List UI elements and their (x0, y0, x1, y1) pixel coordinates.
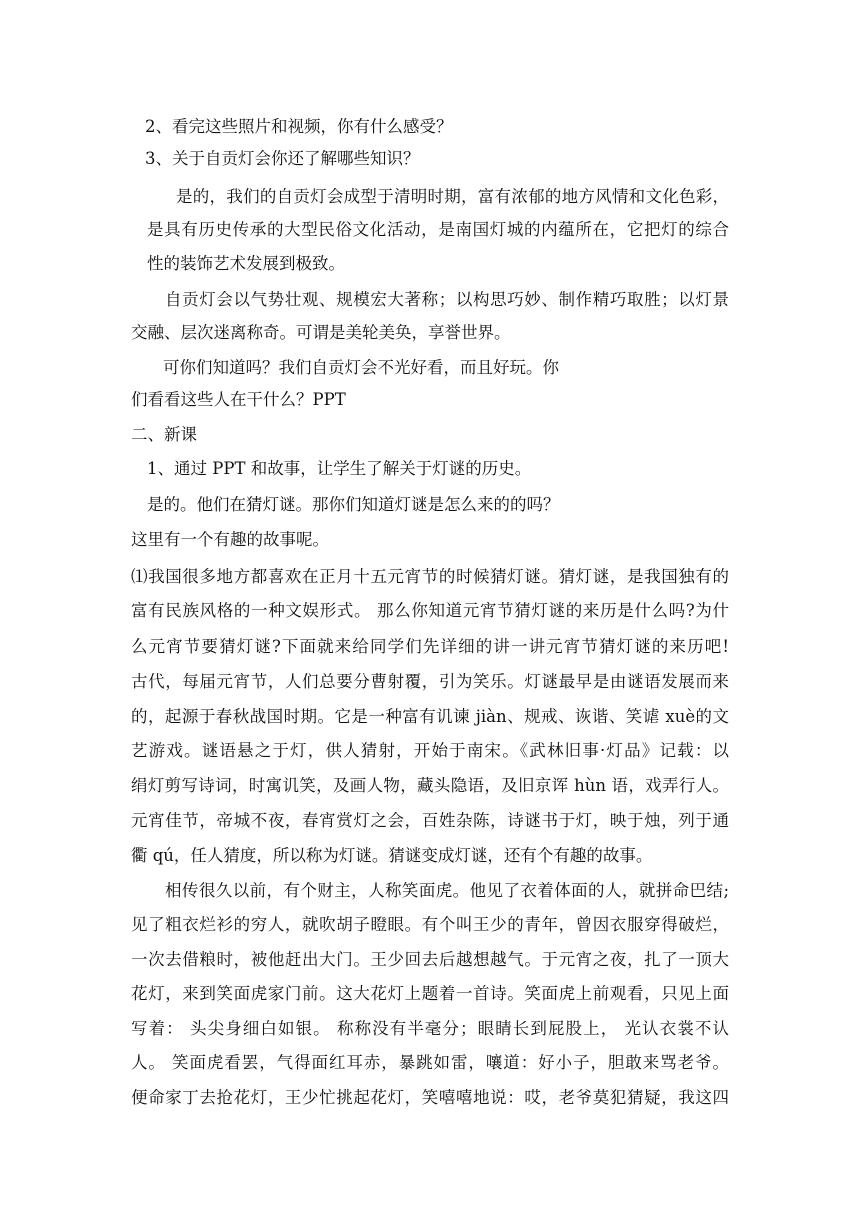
text-line: 衢 qú，任人猜度，所以称为灯谜。猜谜变成灯谜，还有个有趣的故事。 (131, 846, 653, 865)
text-line: 一次去借粮时，被他赶出大门。王少回去后越想越气。于元宵之夜，扎了一顶大 (131, 950, 729, 969)
text-line: 写着： 头尖身细白如银。 称称没有半毫分；眼睛长到屁股上， 光认衣裳不认 (131, 1019, 729, 1038)
text-line: 元宵佳节，帝城不夜，春宵赏灯之会，百姓杂陈，诗谜书于灯，映于烛，列于通 (131, 811, 729, 830)
text-line: 们看看这些人在干什么？PPT (131, 390, 346, 409)
text-line: 花灯，来到笑面虎家门前。这大花灯上题着一首诗。笑面虎上前观看，只见上面 (131, 984, 729, 1003)
text-line: 自贡灯会以气势壮观、规模宏大著称；以构思巧妙、制作精巧取胜；以灯景 (165, 290, 729, 309)
text-line: 是的。他们在猜灯谜。那你们知道灯谜是怎么来的的吗？ (147, 495, 560, 514)
text-line: 绢灯剪写诗词，时寓讥笑，及画人物，藏头隐语，及旧京诨 hùn 语，戏弄行人。 (131, 776, 729, 795)
section-heading: 二、新课 (131, 425, 197, 444)
text-line: 3、关于自贡灯会你还了解哪些知识？ (145, 149, 420, 168)
text-line: 2、看完这些照片和视频，你有什么感受？ (145, 117, 453, 136)
text-line: 可你们知道吗？我们自贡灯会不光好看，而且好玩。你 (163, 358, 559, 377)
text-line: 人。 笑面虎看罢，气得面红耳赤，暴跳如雷，嚷道：好小子，胆敢来骂老爷。 (131, 1053, 729, 1072)
text-line: 1、通过 PPT 和故事，让学生了解关于灯谜的历史。 (147, 459, 532, 478)
text-line: 这里有一个有趣的故事呢。 (131, 530, 329, 549)
text-line: 艺游戏。谜语悬之于灯，供人猜射，开始于南宋。《武林旧事·灯品》记载：以 (131, 741, 729, 760)
text-line: 是具有历史传承的大型民俗文化活动，是南国灯城的内蕴所在，它把灯的综合 (147, 220, 729, 239)
text-line: 的，起源于春秋战国时期。它是一种富有讥谏 jiàn、规戒、诙谐、笑谑 xuè的文 (131, 707, 729, 726)
text-line: ⑴我国很多地方都喜欢在正月十五元宵节的时候猜灯谜。猜灯谜，是我国独有的 (131, 567, 729, 586)
text-line: 富有民族风格的一种文娱形式。 那么你知道元宵节猜灯谜的来历是什么吗?为什 (131, 601, 729, 620)
text-line: 性的装饰艺术发展到极致。 (147, 254, 345, 273)
text-line: 见了粗衣烂衫的穷人，就吹胡子瞪眼。有个叫王少的青年，曾因衣服穿得破烂， (131, 915, 729, 934)
text-line: 是的，我们的自贡灯会成型于清明时期，富有浓郁的地方风情和文化色彩， (176, 187, 729, 206)
text-line: 相传很久以前，有个财主，人称笑面虎。他见了衣着体面的人，就拼命巴结; (165, 881, 729, 900)
text-line: 么元宵节要猜灯谜?下面就来给同学们先详细的讲一讲元宵节猜灯谜的来历吧! (131, 637, 729, 656)
text-line: 交融、层次迷离称奇。可谓是美轮美奂，享誉世界。 (131, 323, 511, 342)
text-line: 便命家丁去抢花灯，王少忙挑起花灯，笑嘻嘻地说：哎，老爷莫犯猜疑，我这四 (131, 1088, 729, 1107)
text-line: 古代，每届元宵节，人们总要分曹射覆，引为笑乐。灯谜最早是由谜语发展而来 (131, 672, 729, 691)
